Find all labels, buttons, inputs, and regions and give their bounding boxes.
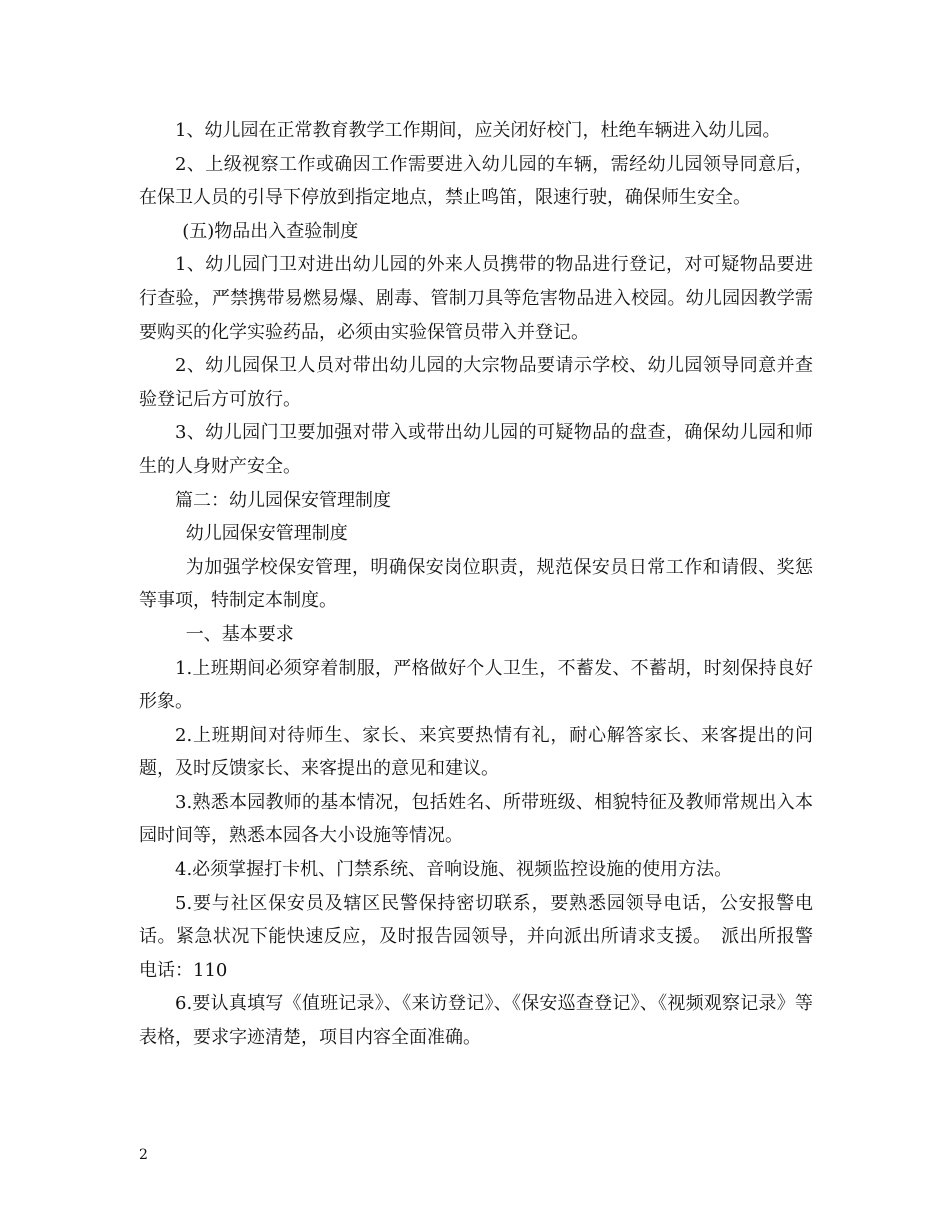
document-body — [139, 114, 813, 1055]
document-title: 幼儿园保安管理制度 — [185, 523, 348, 545]
paragraph-item-rule-3: 3、幼儿园门卫要加强对带入或带出幼儿园的可疑物品的盘查，确保幼儿园和师生的人身财产安全。 — [139, 422, 813, 477]
paragraph-requirement-3: 3.熟悉本园教师的基本情况，包括姓名、所带班级、相貌特征及教师常规出入本园时间等，熟悉本园各大小设施等情况。 — [139, 791, 813, 847]
paragraph-intro: 为加强学校保安管理，明确保安岗位职责，规范保安员日常工作和请假、奖惩等事项，特制定本制度。 — [139, 556, 813, 612]
chapter-heading: 篇二：幼儿园保安管理制度 — [175, 489, 391, 511]
paragraph-requirement-5: 5.要与社区保安员及辖区民警保持密切联系，要熟悉园领导电话，公安报警电话。紧急状况下能快速反应，及时报告园领导，并向派出所请求支援。 派出所报警电话：110 — [139, 892, 813, 981]
paragraph-requirement-4: 4.必须掌握打卡机、门禁系统、音响设施、视频监控设施的使用方法。 — [175, 859, 733, 881]
paragraph-requirement-1: 1.上班期间必须穿着制服，严格做好个人卫生，不蓄发、不蓄胡，时刻保持良好形象。 — [139, 657, 813, 713]
paragraph-vehicle-rule-2: 2、上级视察工作或确因工作需要进入幼儿园的车辆，需经幼儿园领导同意后，在保卫人员的引导下停放到指定地点，禁止鸣笛，限速行驶，确保师生安全。 — [139, 153, 813, 209]
page-number: 2 — [139, 1147, 148, 1163]
paragraph-item-rule-1: 1、幼儿园门卫对进出幼儿园的外来人员携带的物品进行登记，对可疑物品要进行查验，严禁携带易燃易爆、剧毒、管制刀具等危害物品进入校园。幼儿园因教学需要购买的化学实验药品，必须由实验保管员带入并登记。 — [139, 254, 813, 343]
section-heading-item-inspection: (五)物品出入查验制度 — [182, 220, 359, 242]
paragraph-requirement-2: 2.上班期间对待师生、家长、来宾要热情有礼，耐心解答家长、来客提出的问题，及时反馈家长、来客提出的意见和建议。 — [139, 724, 813, 780]
paragraph-requirement-6: 6.要认真填写《值班记录》、《来访登记》、《保安巡查登记》、《视频观察记录》等表格，要求字迹清楚，项目内容全面准确。 — [139, 993, 813, 1049]
paragraph-item-rule-2: 2、幼儿园保卫人员对带出幼儿园的大宗物品要请示学校、幼儿园领导同意并查验登记后方可放行。 — [139, 355, 813, 410]
paragraph-vehicle-rule-1: 1、幼儿园在正常教育教学工作期间，应关闭好校门，杜绝车辆进入幼儿园。 — [175, 120, 781, 141]
section-heading-basic-requirements: 一、基本要求 — [185, 623, 294, 645]
